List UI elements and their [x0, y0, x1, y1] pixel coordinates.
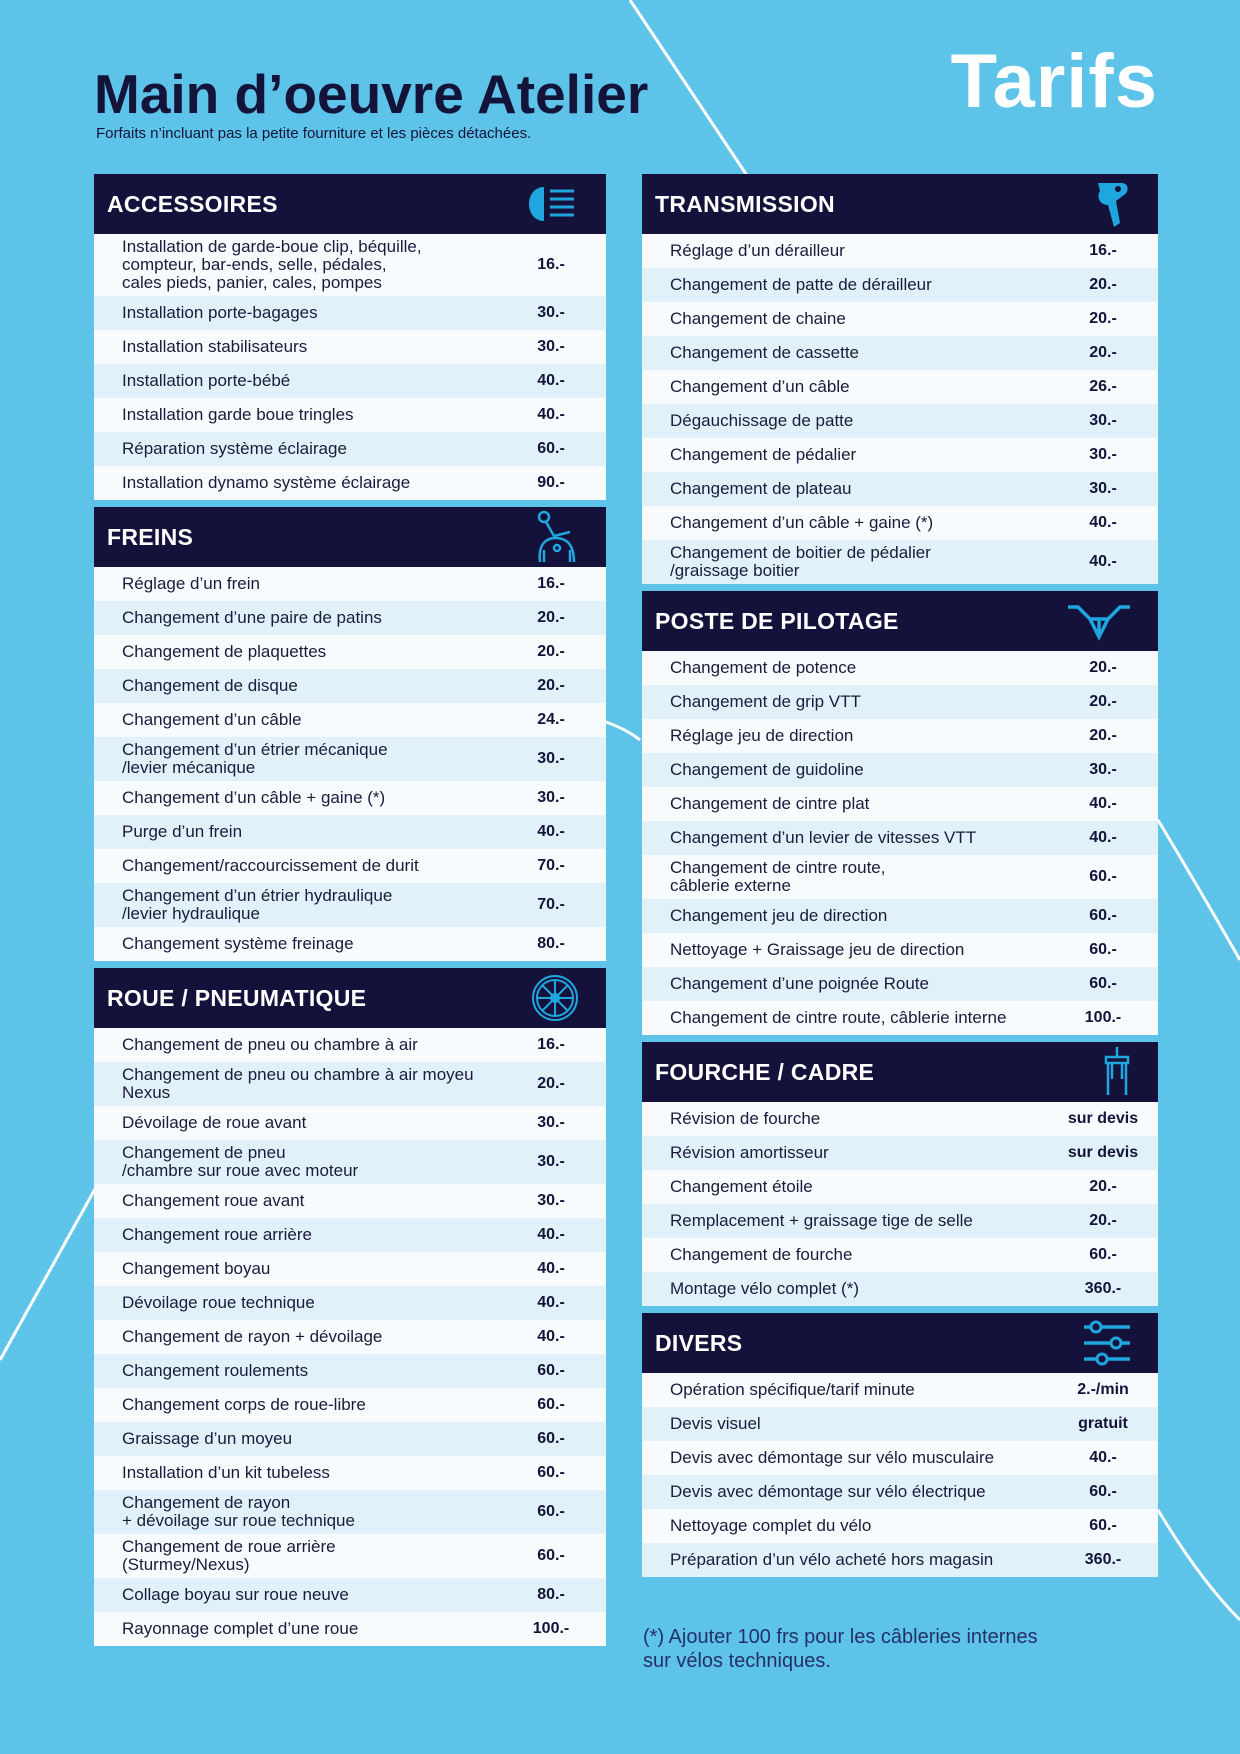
section-title: ACCESSOIRES: [107, 190, 278, 217]
service-label: Montage vélo complet (*): [670, 1279, 859, 1298]
service-price: 24.-: [537, 711, 565, 728]
service-label: Changement d’un câble + gaine (*): [122, 788, 386, 807]
page-title: Main d’oeuvre Atelier: [94, 63, 649, 125]
price-row: [642, 1475, 1158, 1509]
section-header: [642, 1313, 1158, 1373]
price-row: [94, 815, 606, 849]
service-price: 40.-: [1089, 829, 1117, 846]
service-label: Purge d’un frein: [122, 822, 243, 841]
service-price: 30.-: [1089, 446, 1117, 463]
price-row: [642, 685, 1158, 719]
service-label: Nettoyage complet du vélo: [670, 1516, 872, 1535]
service-label: Changement de pneu ou chambre à air moyeu Nexus: [122, 1065, 474, 1102]
price-row: [642, 506, 1158, 540]
price-row: [94, 1490, 606, 1534]
service-label: Réglage d’un frein: [122, 574, 260, 593]
service-price: 30.-: [537, 789, 565, 806]
price-row: [94, 1140, 606, 1184]
service-label: Devis avec démontage sur vélo musculaire: [670, 1448, 995, 1467]
price-row: [642, 268, 1158, 302]
service-label: Réglage d’un dérailleur: [670, 241, 845, 260]
service-label: Changement de pneu /chambre sur roue avec moteur: [122, 1143, 359, 1180]
service-label: Réparation système éclairage: [122, 439, 347, 458]
service-label: Graissage d’un moyeu: [122, 1429, 293, 1448]
service-price: 40.-: [537, 823, 565, 840]
service-label: Changement jeu de direction: [670, 906, 888, 925]
section-poste-de-pilotage: [642, 591, 1158, 1035]
price-row: [94, 234, 606, 296]
service-price: 16.-: [537, 1036, 565, 1053]
service-price: 20.-: [537, 609, 565, 626]
service-label: Préparation d’un vélo acheté hors magasin: [670, 1550, 994, 1569]
price-row: [642, 404, 1158, 438]
service-price: 16.-: [537, 256, 565, 273]
service-price: 20.-: [1089, 727, 1117, 744]
handlebar-icon: [1066, 601, 1132, 641]
service-price: 60.-: [1089, 907, 1117, 924]
service-label: Devis avec démontage sur vélo électrique: [670, 1482, 986, 1501]
service-label: Opération spécifique/tarif minute: [670, 1380, 915, 1399]
section-title: FOURCHE / CADRE: [655, 1058, 875, 1085]
page-subtitle: Forfaits n’incluant pas la petite fourniture et les pièces détachées.: [96, 125, 532, 142]
price-row: [94, 737, 606, 781]
service-price: 80.-: [537, 935, 565, 952]
service-label: Installation porte-bagages: [122, 303, 318, 322]
price-row: [642, 234, 1158, 268]
service-price: 30.-: [537, 1192, 565, 1209]
service-label: Changement d’un levier de vitesses VTT: [670, 828, 977, 847]
service-label: Changement de roue arrière (Sturmey/Nexus): [122, 1537, 336, 1574]
price-row: [642, 753, 1158, 787]
service-price: 60.-: [537, 1396, 565, 1413]
service-price: 90.-: [537, 474, 565, 491]
price-row: [94, 703, 606, 737]
service-price: 30.-: [1089, 412, 1117, 429]
service-label: Installation dynamo système éclairage: [122, 473, 411, 492]
price-list: [94, 567, 606, 961]
service-price: 2.-/min: [1077, 1381, 1129, 1398]
service-label: Changement de plaquettes: [122, 642, 327, 661]
price-row: [642, 1204, 1158, 1238]
section-divers: [642, 1313, 1158, 1577]
service-label: Dégauchissage de patte: [670, 411, 854, 430]
price-row: [94, 1184, 606, 1218]
price-row: [642, 899, 1158, 933]
service-label: Changement d’une poignée Route: [670, 974, 929, 993]
service-label: Rayonnage complet d’une roue: [122, 1619, 359, 1638]
service-label: Changement de pneu ou chambre à air: [122, 1035, 418, 1054]
price-row: [642, 1441, 1158, 1475]
service-price: 20.-: [1089, 659, 1117, 676]
price-row: [94, 1422, 606, 1456]
service-label: Réglage jeu de direction: [670, 726, 854, 745]
price-list: [642, 1102, 1158, 1306]
service-label: Changement de potence: [670, 658, 857, 677]
service-price: 40.-: [537, 1294, 565, 1311]
service-price: 26.-: [1089, 378, 1117, 395]
section-title: ROUE / PNEUMATIQUE: [107, 984, 367, 1011]
service-price: 360.-: [1084, 1551, 1122, 1568]
sliders-icon: [1082, 1319, 1132, 1367]
service-label: Changement de plateau: [670, 479, 852, 498]
price-row: [94, 466, 606, 500]
service-label: Changement roue avant: [122, 1191, 305, 1210]
service-label: Collage boyau sur roue neuve: [122, 1585, 349, 1604]
service-price: 20.-: [1089, 1178, 1117, 1195]
price-row: [94, 1028, 606, 1062]
derailleur-icon: [1092, 179, 1132, 229]
service-label: Changement de cintre plat: [670, 794, 870, 813]
price-list: [642, 234, 1158, 584]
price-row: [94, 1456, 606, 1490]
service-label: Changement d’un câble + gaine (*): [670, 513, 934, 532]
price-row: [94, 601, 606, 635]
service-price: 40.-: [537, 372, 565, 389]
price-row: [642, 1543, 1158, 1577]
left-column: [94, 174, 606, 1653]
price-row: [642, 1136, 1158, 1170]
service-label: Changement de fourche: [670, 1245, 853, 1264]
section-header: [642, 174, 1158, 234]
service-label: Changement roue arrière: [122, 1225, 312, 1244]
service-label: Nettoyage + Graissage jeu de direction: [670, 940, 965, 959]
headlight-icon: [520, 183, 580, 225]
service-price: 60.-: [1089, 1517, 1117, 1534]
service-price: 60.-: [537, 1547, 565, 1564]
service-label: Changement d’un câble: [122, 710, 302, 729]
service-price: 16.-: [1089, 242, 1117, 259]
service-label: Changement corps de roue-libre: [122, 1395, 366, 1414]
price-row: [94, 1106, 606, 1140]
service-label: Changement d’une paire de patins: [122, 608, 382, 627]
section-freins: [94, 507, 606, 961]
service-price: 30.-: [537, 1114, 565, 1131]
price-row: [642, 787, 1158, 821]
brake-caliper-icon: [534, 510, 580, 564]
service-price: 40.-: [537, 1226, 565, 1243]
price-row: [94, 432, 606, 466]
service-label: Changement de cintre route, câblerie externe: [670, 858, 886, 895]
service-price: 60.-: [1089, 1246, 1117, 1263]
service-price: 40.-: [537, 1260, 565, 1277]
service-price: 60.-: [537, 1464, 565, 1481]
service-label: Révision amortisseur: [670, 1143, 829, 1162]
service-price: sur devis: [1067, 1144, 1139, 1161]
service-price: 80.-: [537, 1586, 565, 1603]
service-label: Changement de patte de dérailleur: [670, 275, 932, 294]
service-price: 16.-: [537, 575, 565, 592]
service-label: Changement d’un étrier hydraulique /levier hydraulique: [122, 886, 393, 923]
price-row: [642, 302, 1158, 336]
price-row: [94, 1388, 606, 1422]
service-price: 30.-: [537, 304, 565, 321]
price-row: [94, 849, 606, 883]
section-header: [94, 507, 606, 567]
service-price: 40.-: [1089, 553, 1117, 570]
service-price: 30.-: [1089, 761, 1117, 778]
section-title: POSTE DE PILOTAGE: [655, 607, 899, 634]
service-price: 360.-: [1084, 1280, 1122, 1297]
service-price: 20.-: [537, 677, 565, 694]
price-row: [94, 1354, 606, 1388]
price-row: [94, 364, 606, 398]
price-row: [94, 398, 606, 432]
service-label: Changement de rayon + dévoilage sur roue technique: [122, 1493, 355, 1530]
section-title: DIVERS: [655, 1329, 743, 1356]
service-label: Changement de pédalier: [670, 445, 857, 464]
price-row: [94, 1062, 606, 1106]
service-price: 60.-: [537, 1430, 565, 1447]
service-label: Installation porte-bébé: [122, 371, 291, 390]
price-row: [642, 719, 1158, 753]
service-label: Devis visuel: [670, 1414, 761, 1433]
service-price: 70.-: [537, 857, 565, 874]
footnote: (*) Ajouter 100 frs pour les câbleries internes sur vélos techniques.: [643, 1626, 1038, 1672]
price-row: [642, 438, 1158, 472]
price-list: [94, 234, 606, 500]
wheel-icon: [530, 973, 580, 1023]
section-fourche-cadre: [642, 1042, 1158, 1306]
price-row: [642, 967, 1158, 1001]
section-title: TRANSMISSION: [655, 190, 835, 217]
price-row: [642, 1170, 1158, 1204]
service-price: 20.-: [1089, 344, 1117, 361]
price-row: [642, 472, 1158, 506]
service-price: 100.-: [532, 1620, 570, 1637]
price-row: [642, 1509, 1158, 1543]
price-row: [94, 635, 606, 669]
service-label: Changement d’un câble: [670, 377, 850, 396]
service-label: Changement/raccourcissement de durit: [122, 856, 419, 875]
service-price: 40.-: [1089, 514, 1117, 531]
service-label: Changement d’un étrier mécanique /levier mécanique: [122, 740, 388, 777]
price-row: [642, 336, 1158, 370]
price-row: [94, 1534, 606, 1578]
section-header: [642, 1042, 1158, 1102]
service-label: Changement étoile: [670, 1177, 813, 1196]
section-transmission: [642, 174, 1158, 584]
section-header: [642, 591, 1158, 651]
section-header: [94, 174, 606, 234]
service-price: 60.-: [537, 1503, 565, 1520]
service-label: Révision de fourche: [670, 1109, 821, 1128]
price-row: [642, 1001, 1158, 1035]
service-price: 60.-: [1089, 868, 1117, 885]
price-row: [94, 1320, 606, 1354]
service-label: Changement système freinage: [122, 934, 354, 953]
service-label: Installation d’un kit tubeless: [122, 1463, 330, 1482]
service-label: Changement de disque: [122, 676, 298, 695]
price-row: [94, 296, 606, 330]
service-price: 100.-: [1084, 1009, 1122, 1026]
section-header: [94, 968, 606, 1028]
service-price: 30.-: [1089, 480, 1117, 497]
service-price: 60.-: [1089, 975, 1117, 992]
price-row: [642, 1102, 1158, 1136]
service-label: Installation de garde-boue clip, béquille, compteur, bar-ends, selle, pédales, cales pieds, panier, cales, pompes: [122, 237, 422, 292]
service-label: Installation garde boue tringles: [122, 405, 354, 424]
service-label: Installation stabilisateurs: [122, 337, 308, 356]
service-price: 60.-: [537, 440, 565, 457]
section-title: FREINS: [107, 523, 194, 550]
price-row: [94, 1578, 606, 1612]
service-label: Changement roulements: [122, 1361, 309, 1380]
service-price: gratuit: [1078, 1415, 1128, 1432]
price-row: [94, 1252, 606, 1286]
service-price: 40.-: [1089, 1449, 1117, 1466]
service-price: 60.-: [537, 1362, 565, 1379]
service-label: Changement de cintre route, câblerie interne: [670, 1008, 1007, 1027]
tarifs-badge: Tarifs: [950, 39, 1158, 124]
service-price: 20.-: [1089, 276, 1117, 293]
service-label: Changement de boitier de pédalier /graissage boitier: [670, 543, 931, 580]
price-row: [642, 370, 1158, 404]
price-row: [642, 855, 1158, 899]
service-label: Changement de rayon + dévoilage: [122, 1327, 383, 1346]
section-roue-pneumatique: [94, 968, 606, 1646]
service-price: 20.-: [537, 1075, 565, 1092]
price-row: [94, 927, 606, 961]
price-row: [94, 1286, 606, 1320]
service-label: Remplacement + graissage tige de selle: [670, 1211, 973, 1230]
service-price: 20.-: [1089, 1212, 1117, 1229]
service-label: Dévoilage roue technique: [122, 1293, 315, 1312]
price-row: [642, 1373, 1158, 1407]
service-price: 40.-: [537, 406, 565, 423]
service-price: sur devis: [1067, 1110, 1139, 1127]
price-row: [94, 330, 606, 364]
service-label: Dévoilage de roue avant: [122, 1113, 307, 1132]
price-row: [642, 1272, 1158, 1306]
service-price: 30.-: [537, 1153, 565, 1170]
price-row: [94, 781, 606, 815]
price-row: [642, 821, 1158, 855]
service-label: Changement de cassette: [670, 343, 860, 362]
price-row: [642, 651, 1158, 685]
right-column: [642, 174, 1158, 1584]
service-price: 40.-: [1089, 795, 1117, 812]
price-row: [94, 567, 606, 601]
service-label: Changement boyau: [122, 1259, 271, 1278]
service-price: 30.-: [537, 750, 565, 767]
service-price: 20.-: [1089, 310, 1117, 327]
service-price: 60.-: [1089, 1483, 1117, 1500]
price-row: [94, 1612, 606, 1646]
price-row: [94, 883, 606, 927]
service-price: 70.-: [537, 896, 565, 913]
price-row: [642, 540, 1158, 584]
service-price: 20.-: [1089, 693, 1117, 710]
price-row: [94, 1218, 606, 1252]
service-price: 30.-: [537, 338, 565, 355]
price-row: [642, 1238, 1158, 1272]
section-accessoires: [94, 174, 606, 500]
price-list: [642, 1373, 1158, 1577]
price-row: [94, 669, 606, 703]
price-row: [642, 933, 1158, 967]
fork-icon: [1102, 1045, 1132, 1099]
service-price: 20.-: [537, 643, 565, 660]
service-label: Changement de grip VTT: [670, 692, 861, 711]
price-list: [94, 1028, 606, 1646]
service-price: 60.-: [1089, 941, 1117, 958]
service-label: Changement de guidoline: [670, 760, 864, 779]
price-list: [642, 651, 1158, 1035]
service-label: Changement de chaine: [670, 309, 846, 328]
price-row: [642, 1407, 1158, 1441]
service-price: 40.-: [537, 1328, 565, 1345]
